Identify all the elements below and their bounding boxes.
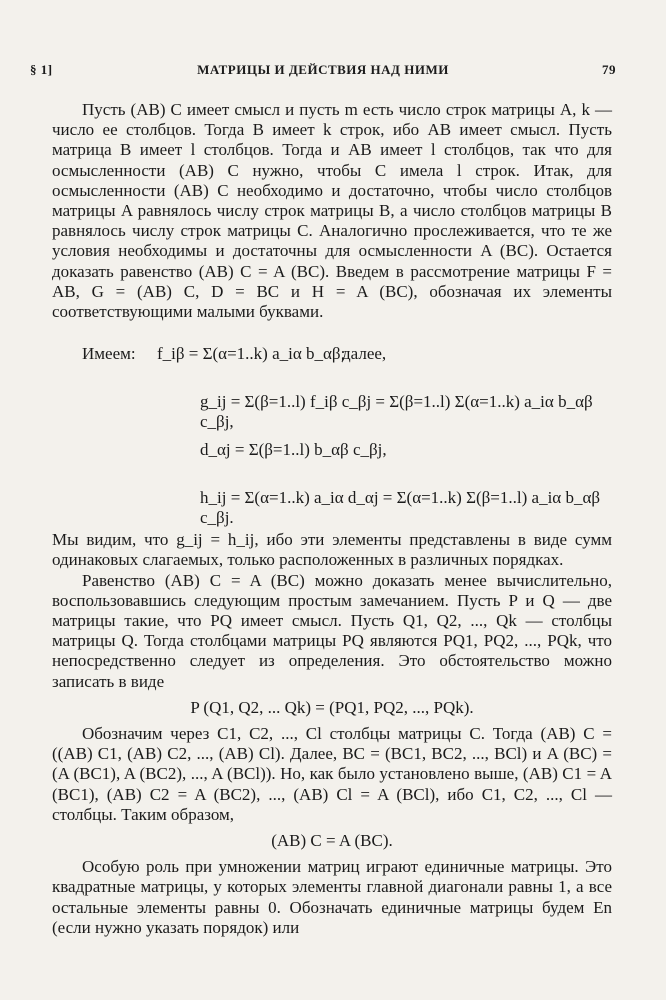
paragraph-3: Равенство (AB) C = A (BC) можно доказать менее вычислительно, воспользовавшись следующим простым замечанием. Пусть P и Q — две матрицы такие, что PQ имеет смысл. Пусть Q1, Q2, ..., Qk — столбцы матрицы Q. Тогда столбцами матрицы PQ являются PQ1, PQ2, ..., PQk, что непосредственно следует из определения. Это обстоятельство можно записать в виде xyxy=(52,570,612,691)
paragraph-4: Обозначим через C1, C2, ..., Cl столбцы матрицы C. Тогда (AB) C = ((AB) C1, (AB) C2, ..., (AB) Cl). Далее, BC = (BC1, BC2, ..., BCl) и A (BC) = (A (BC1), A (BC2), ..., A (BCl)). Но, как было установлено выше, (AB) C1 = A (BC1), (AB) C2 = A (BC2), ..., (AB) Cl = A (BCl), ибо C1, C2, ..., Cl — столбцы. Таким образом, xyxy=(52,724,612,824)
formula-d xyxy=(52,426,612,474)
formula-f-tail: далее, xyxy=(342,344,387,364)
display-equation-assoc: (AB) C = A (BC). xyxy=(271,831,393,851)
formula-h xyxy=(52,474,612,528)
formula-h-expr: h_ij = Σ(α=1..k) a_iα d_αj = Σ(α=1..k) Σ(β=1..l) a_iα b_αβ c_βj. xyxy=(200,488,601,528)
page-body xyxy=(52,100,612,938)
paragraph-2: Мы видим, что g_ij = h_ij, ибо эти элементы представлены в виде сумм одинаковых слагаемых, только расположенных в различных порядках. xyxy=(52,530,612,570)
display-equation-pq: P (Q1, Q2, ... Qk) = (PQ1, PQ2, ..., PQk). xyxy=(190,697,474,717)
paragraph-5: Особую роль при умножении матриц играют единичные матрицы. Это квадратные матрицы, у которых элементы главной диагонали равны 1, а все остальные элементы равны 0. Обозначать единичные матрицы будем En (если нужно указать порядок) или xyxy=(52,857,612,937)
section-mark: § 1] xyxy=(30,62,53,77)
formula-lead: Имеем: xyxy=(82,344,136,364)
formula-f-expr: f_iβ = Σ(α=1..k) a_iα b_αβ; xyxy=(157,344,346,364)
formula-block xyxy=(52,330,612,528)
paragraph-1: Пусть (AB) C имеет смысл и пусть m есть число строк матрицы A, k — число ее столбцов. Тогда B имеет k строк, ибо AB имеет смысл. Пусть матрица B имеет l столбцов. Тогда и AB имеет l столбцов, так что для осмысленности (AB) C нужно, чтобы C имела l строк. Итак, для осмысленности (AB) C необходимо и достаточно, чтобы число столбцов матрицы A равнялось числу строк матрицы B, а число столбцов матрицы B равнялось числу строк матрицы C. Аналогично прослеживается, что те же условия необходимы и достаточны для осмысленности A (BC). Остается доказать равенство (AB) C = A (BC). Введем в рассмотрение матрицы F = AB, G = (AB) C, D = BC и H = A (BC), обозначая их элементы соответствующими малыми буквами. xyxy=(52,100,612,322)
chapter-title: МАТРИЦЫ И ДЕЙСТВИЯ НАД НИМИ xyxy=(197,62,449,77)
page-number: 79 xyxy=(602,62,616,77)
formula-g-expr: g_ij = Σ(β=1..l) f_iβ c_βj = Σ(β=1..l) Σ(α=1..k) a_iα b_αβ c_βj, xyxy=(200,392,593,432)
formula-g xyxy=(52,378,612,432)
formula-f xyxy=(52,330,612,378)
formula-d-expr: d_αj = Σ(β=1..l) b_αβ c_βj, xyxy=(200,440,387,460)
